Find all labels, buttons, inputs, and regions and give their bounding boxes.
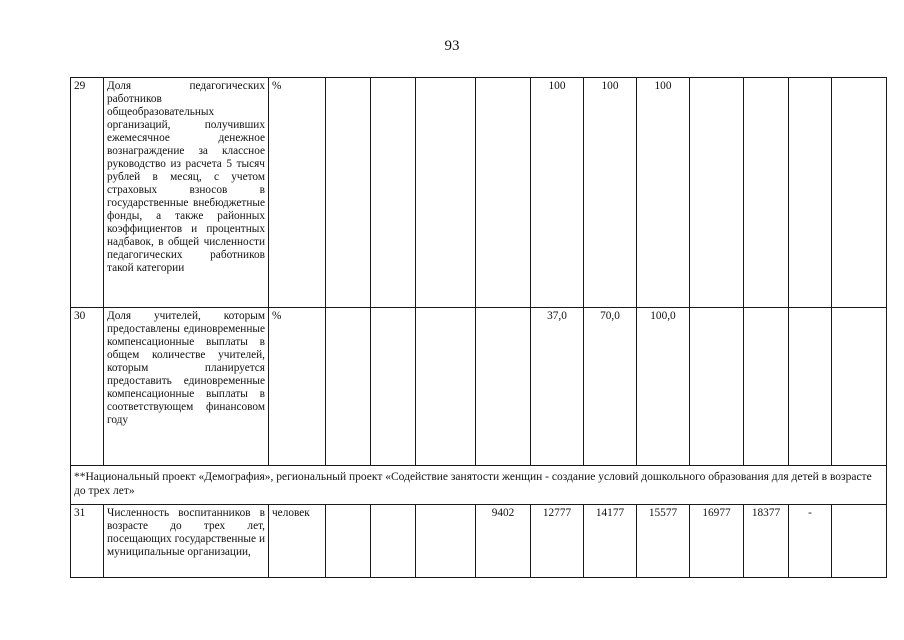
indicator-name: Доля учителей, которым предоставлены единовременные компенсационные выплаты в общем количестве учителей, которым планируется предоставить единовременные компенсационные выплаты в соответствующем финансовом году xyxy=(104,308,269,466)
unit-cell: % xyxy=(269,308,326,466)
section-heading-row xyxy=(71,466,887,505)
row-number: 30 xyxy=(71,308,104,466)
table-row xyxy=(71,78,887,308)
value-cell: 70,0 xyxy=(584,308,637,466)
unit-cell: человек xyxy=(269,505,326,578)
row-number: 29 xyxy=(71,78,104,308)
indicator-name: Доля педагогических работников общеобразовательных организаций, получивших ежемесячное денежное вознаграждение за классное руководство из расчета 5 тысяч рублей в месяц, с учетом страховых взносов в государственные внебюджетные фонды, а также районных коэффициентов и процентных надбавок, в общей численности педагогических работников такой категории xyxy=(104,78,269,308)
value-cell: 12777 xyxy=(531,505,584,578)
value-cell xyxy=(832,308,887,466)
value-cell: 16977 xyxy=(690,505,744,578)
value-cell xyxy=(416,505,476,578)
value-cell: 37,0 xyxy=(531,308,584,466)
table-row xyxy=(71,505,887,578)
value-cell: 14177 xyxy=(584,505,637,578)
value-cell xyxy=(416,308,476,466)
value-cell: 100 xyxy=(637,78,690,308)
value-cell xyxy=(326,78,371,308)
value-cell xyxy=(744,308,789,466)
value-cell: 100 xyxy=(531,78,584,308)
value-cell xyxy=(832,78,887,308)
value-cell: 100 xyxy=(584,78,637,308)
value-cell: 100,0 xyxy=(637,308,690,466)
row-number: 31 xyxy=(71,505,104,578)
indicator-name: Численность воспитанников в возрасте до трех лет, посещающих государственные и муниципальные организации, xyxy=(104,505,269,578)
value-cell xyxy=(371,308,416,466)
value-cell xyxy=(789,308,832,466)
value-cell xyxy=(326,308,371,466)
section-heading: **Национальный проект «Демография», региональный проект «Содействие занятости женщин - создание условий дошкольного образования для детей в возрасте до трех лет» xyxy=(71,466,887,505)
value-cell xyxy=(371,505,416,578)
value-cell: 15577 xyxy=(637,505,690,578)
value-cell xyxy=(744,78,789,308)
unit-cell: % xyxy=(269,78,326,308)
value-cell xyxy=(476,78,531,308)
value-cell: 9402 xyxy=(476,505,531,578)
value-cell xyxy=(476,308,531,466)
page-number: 93 xyxy=(444,38,460,54)
value-cell xyxy=(416,78,476,308)
value-cell: - xyxy=(789,505,832,578)
value-cell xyxy=(789,78,832,308)
value-cell xyxy=(832,505,887,578)
value-cell xyxy=(326,505,371,578)
indicator-table xyxy=(70,77,887,578)
value-cell xyxy=(371,78,416,308)
value-cell xyxy=(690,78,744,308)
value-cell: 18377 xyxy=(744,505,789,578)
table-row xyxy=(71,308,887,466)
value-cell xyxy=(690,308,744,466)
